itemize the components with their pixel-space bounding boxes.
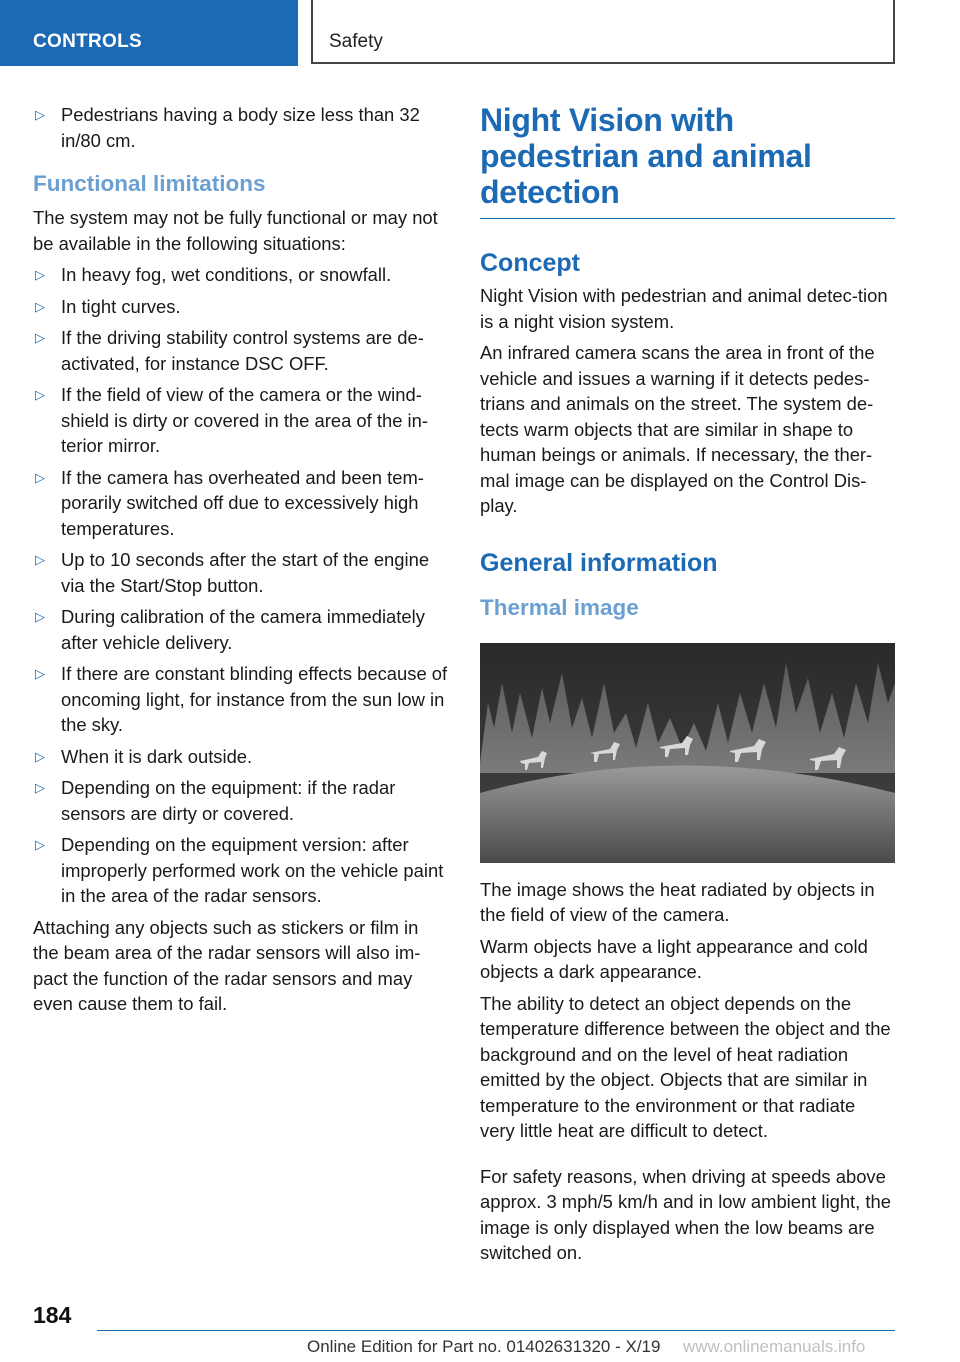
limitations-list [33, 262, 449, 909]
bullet-triangle-icon: ▷ [35, 107, 45, 122]
general-information-heading: General information [480, 548, 718, 577]
page-number: 184 [33, 1302, 72, 1328]
bullet-triangle-icon: ▷ [35, 387, 45, 402]
right-column [480, 102, 895, 1272]
limitations-intro: The system may not be fully functional or may not be available in the following situations: [33, 207, 438, 254]
functional-limitations-heading: Functional limitations [33, 171, 266, 196]
list-item: ▷ If the field of view of the camera or the wind-shield is dirty or covered in the area of the in-terior mirror. [35, 384, 428, 456]
list-item: ▷ Pedestrians having a body size less than 32 in/80 cm. [35, 104, 420, 151]
ground [480, 765, 895, 863]
left-column [33, 102, 449, 1023]
bullet-triangle-icon: ▷ [35, 609, 45, 624]
list-item: ▷ In heavy fog, wet conditions, or snowfall. [33, 262, 449, 288]
bullet-triangle-icon: ▷ [35, 469, 45, 485]
bullet-triangle-icon: ▷ [35, 666, 45, 681]
footer-divider [97, 1330, 895, 1331]
list-item: ▷ If the driving stability control systems are de-activated, for instance DSC OFF. [35, 327, 424, 374]
bullet-triangle-icon: ▷ [35, 837, 45, 852]
section-tab[interactable]: Safety [311, 0, 895, 64]
list-item: ▷ During calibration of the camera immediately after vehicle delivery. [35, 606, 425, 653]
spacer [480, 1150, 895, 1164]
bullet-triangle-icon: ▷ [35, 298, 45, 314]
page-title: Night Vision with pedestrian and animal detection [480, 102, 895, 219]
thermal-paragraph-3: The ability to detect an object depends on the temperature difference between the object and the background and on the level of heat radiation emitted by the object. Objects that are similar in temperature to the environment or that radiate very little heat are difficult to detect. [480, 992, 891, 1141]
watermark-logo: www.onlinemanuals.info [683, 1337, 866, 1356]
bullet-triangle-icon: ▷ [35, 267, 45, 282]
list-item: ▷ Depending on the equipment: if the radar sensors are dirty or covered. [35, 777, 396, 824]
concept-heading: Concept [480, 249, 580, 277]
list-item: ▷ When it is dark outside. [33, 744, 449, 770]
list-item: ▷ Depending on the equipment version: after improperly performed work on the vehicle paint in the area of the radar sensors. [35, 834, 444, 906]
thermal-paragraph-1: The image shows the heat radiated by objects in the field of view of the camera. [480, 878, 875, 925]
bullet-triangle-icon: ▷ [35, 748, 45, 764]
chapter-tab[interactable]: CONTROLS [0, 0, 298, 66]
list-item: ▷ If the camera has overheated and been tem-porarily switched off due to excessively high temperatures. [35, 466, 424, 539]
list-item: ▷ Up to 10 seconds after the start of the engine via the Start/Stop button. [35, 549, 430, 596]
bullet-triangle-icon: ▷ [35, 330, 45, 345]
thermal-image-illustration [480, 643, 895, 863]
list-item: ▷ If there are constant blinding effects because of oncoming light, for instance from the sun low in the sky. [35, 663, 448, 735]
concept-paragraph-1: Night Vision with pedestrian and animal detec-tion is a night vision system. [480, 285, 888, 332]
concept-paragraph-2: An infrared camera scans the area in front of the vehicle and issues a warning if it detects pedes-trians and animals on the street. The system de-tects warm objects that are similar in shape to human beings or animals. If necessary, the ther-mal image can be displayed on the Control Dis-play. [480, 342, 875, 516]
thermal-image-heading: Thermal image [480, 594, 639, 620]
bullet-triangle-icon: ▷ [35, 552, 45, 567]
page-header [0, 0, 960, 66]
list-item: ▷ In tight curves. [33, 294, 449, 320]
footer-edition: Online Edition for Part no. 01402631320 - X/19 [307, 1337, 661, 1356]
thermal-image-svg [480, 643, 895, 863]
bullet-triangle-icon: ▷ [35, 780, 45, 795]
thermal-paragraph-2: Warm objects have a light appearance and cold objects a dark appearance. [480, 935, 868, 982]
top-bullet-list [33, 102, 449, 153]
closing-paragraph: Attaching any objects such as stickers or film in the beam area of the radar sensors will also im-pact the function of the radar sensors and may even cause them to fail. [33, 916, 421, 1014]
thermal-paragraph-4: For safety reasons, when driving at speeds above approx. 3 mph/5 km/h and in low ambient light, the image is only displayed when the low beams are switched on. [480, 1165, 891, 1263]
